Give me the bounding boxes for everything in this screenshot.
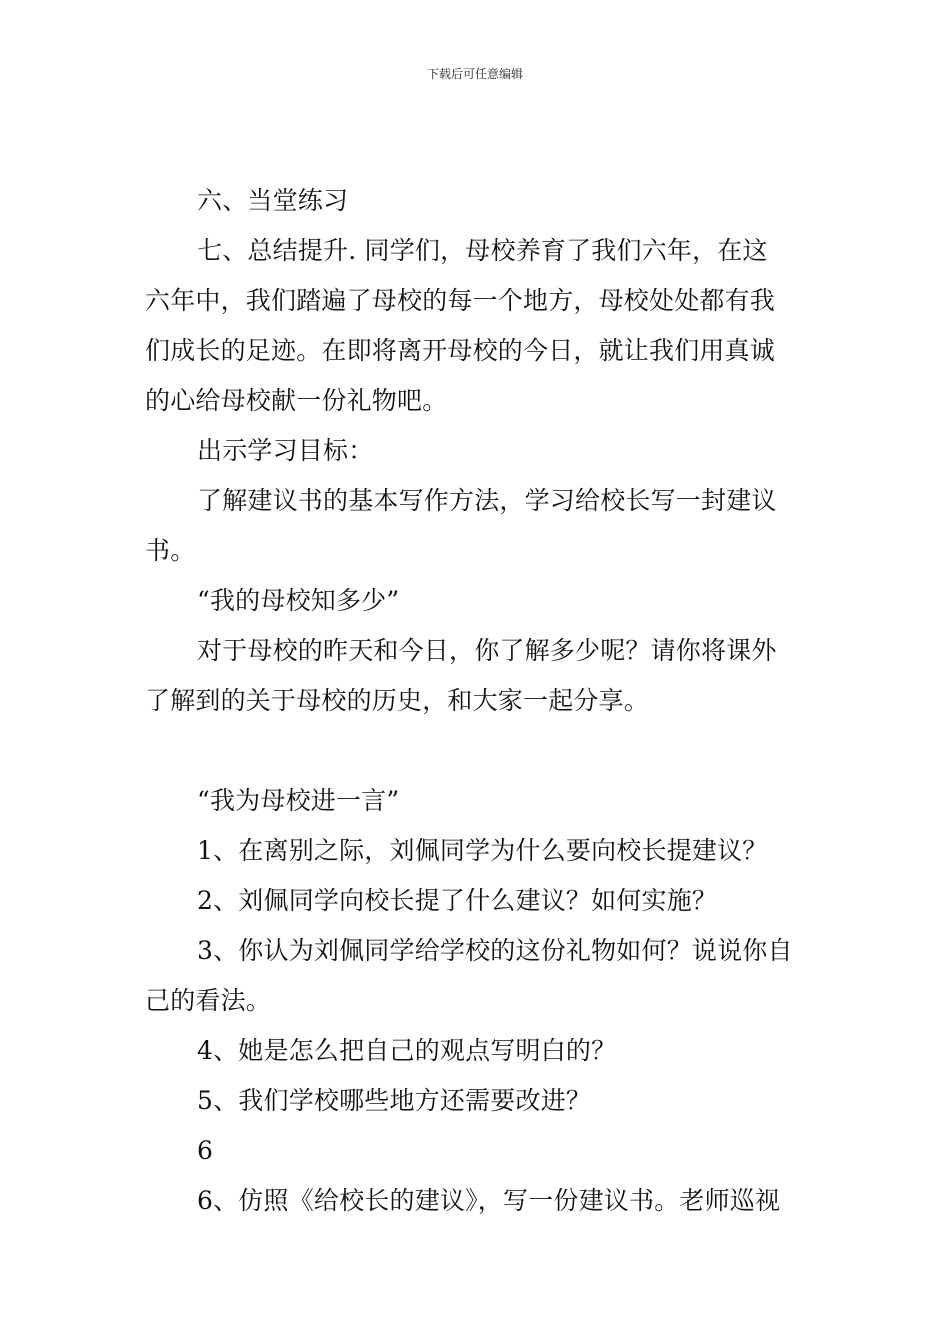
stray-number: 6 (197, 1136, 214, 1165)
paragraph-line: 己的看法。 (145, 986, 272, 1015)
paragraph-line: 的心给母校献一份礼物吧。 (145, 386, 448, 415)
question-item: 4、她是怎么把自己的观点写明白的？ (197, 1036, 617, 1065)
paragraph-line: 对于母校的昨天和今日，你了解多少呢？请你将课外 (197, 636, 777, 665)
paragraph-line: 们成长的足迹。在即将离开母校的今日，就让我们用真诚 (145, 336, 776, 365)
activity-title: “我为母校进一言” (197, 786, 400, 815)
question-item: 1、在离别之际，刘佩同学为什么要向校长提建议？ (197, 836, 768, 865)
activity-title: “我的母校知多少” (197, 586, 400, 615)
question-item: 2、刘佩同学向校长提了什么建议？如何实施？ (197, 886, 718, 915)
question-item: 3、你认为刘佩同学给学校的这份礼物如何？说说你自 (197, 936, 793, 965)
question-item: 6、仿照《给校长的建议》，写一份建议书。老师巡视 (197, 1186, 781, 1215)
question-item: 5、我们学校哪些地方还需要改进？ (197, 1086, 592, 1115)
learning-goal-heading: 出示学习目标： (197, 436, 374, 465)
blank-line (145, 726, 810, 776)
page-header-note: 下载后可任意编辑 (426, 67, 523, 81)
paragraph-line: 了解建议书的基本写作方法，学习给校长写一封建议 (197, 486, 777, 515)
paragraph-line: 书。 (145, 536, 196, 565)
section-heading-practice: 六、当堂练习 (197, 186, 349, 215)
document-body (145, 176, 810, 1226)
paragraph-line: 了解到的关于母校的历史，和大家一起分享。 (145, 686, 650, 715)
paragraph-line: 六年中，我们踏遍了母校的每一个地方，母校处处都有我 (145, 286, 776, 315)
paragraph-line: 七、总结提升. 同学们，母校养育了我们六年，在这 (197, 236, 768, 265)
